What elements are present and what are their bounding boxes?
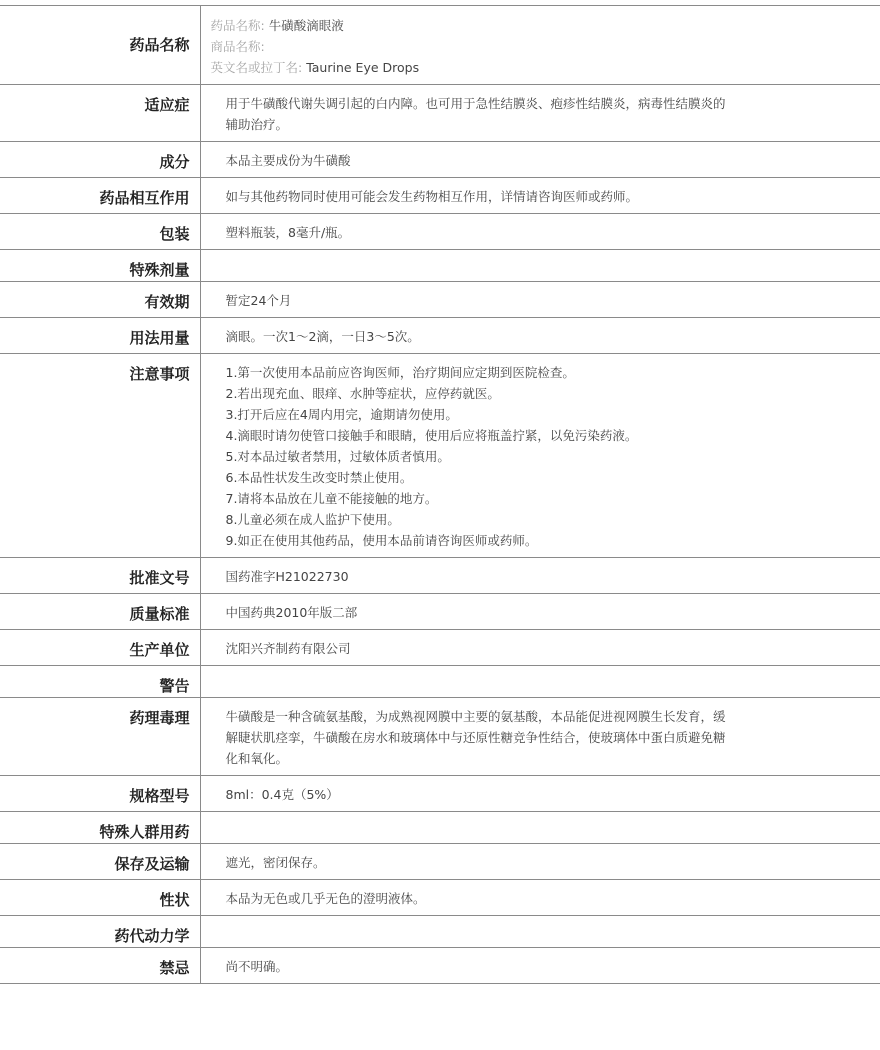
- value-line: 国药准字H21022730: [225, 569, 349, 584]
- row-value: [200, 776, 880, 812]
- row-value: [200, 698, 880, 776]
- row-label: 特殊剂量: [0, 250, 200, 282]
- spec-row: [0, 776, 880, 812]
- row-label: 有效期: [0, 282, 200, 318]
- row-value: [200, 354, 880, 558]
- row-value: [200, 250, 880, 282]
- value-line: 沈阳兴齐制药有限公司: [225, 641, 351, 656]
- value-line: 解睫状肌痉挛，牛磺酸在房水和玻璃体中与还原性糖竞争性结合，使玻璃体中蛋白质避免糖: [225, 730, 726, 745]
- value-line: 塑料瓶装，8毫升/瓶。: [225, 225, 351, 240]
- row-label: 质量标准: [0, 594, 200, 630]
- trade-name-label: 商品名称:: [210, 39, 265, 54]
- row-value: [200, 666, 880, 698]
- value-line: 7.请将本品放在儿童不能接触的地方。: [225, 491, 438, 506]
- row-label: 批准文号: [0, 558, 200, 594]
- spec-row: [0, 880, 880, 916]
- value-line: 化和氧化。: [225, 751, 289, 766]
- spec-row: [0, 698, 880, 776]
- spec-row: [0, 844, 880, 880]
- row-value: [200, 318, 880, 354]
- row-label: 用法用量: [0, 318, 200, 354]
- generic-name-value: 牛磺酸滴眼液: [268, 18, 344, 33]
- spec-row: [0, 250, 880, 282]
- generic-name-line: [211, 15, 801, 36]
- spec-row: [0, 594, 880, 630]
- row-value: [200, 948, 880, 984]
- spec-row: [0, 282, 880, 318]
- value-line: 2.若出现充血、眼痒、水肿等症状，应停药就医。: [225, 386, 500, 401]
- value-line: 8.儿童必须在成人监护下使用。: [225, 512, 400, 527]
- row-label: 警告: [0, 666, 200, 698]
- value-line: 1.第一次使用本品前应咨询医师，治疗期间应定期到医院检查。: [225, 365, 575, 380]
- value-line: 3.打开后应在4周内用完，逾期请勿使用。: [225, 407, 458, 422]
- row-label: 适应症: [0, 85, 200, 142]
- row-value: [200, 282, 880, 318]
- row-value: [200, 142, 880, 178]
- spec-row: [0, 318, 880, 354]
- spec-row: [0, 178, 880, 214]
- row-label: 注意事项: [0, 354, 200, 558]
- row-label: 成分: [0, 142, 200, 178]
- english-name-label: 英文名或拉丁名:: [210, 60, 303, 75]
- spec-row: [0, 354, 880, 558]
- value-line: 5.对本品过敏者禁用，过敏体质者慎用。: [225, 449, 450, 464]
- row-label: 药品相互作用: [0, 178, 200, 214]
- row-value: [200, 558, 880, 594]
- drug-name-cell: [200, 6, 880, 85]
- spec-row: [0, 85, 880, 142]
- spec-row: [0, 630, 880, 666]
- spec-row: [0, 142, 880, 178]
- row-label: 保存及运输: [0, 844, 200, 880]
- drug-spec-table: [0, 5, 880, 984]
- value-line: 本品为无色或几乎无色的澄明液体。: [225, 891, 426, 906]
- spec-row: [0, 558, 880, 594]
- value-line: 中国药典2010年版二部: [225, 605, 358, 620]
- spec-row-drug-name: [0, 6, 880, 85]
- row-label: 规格型号: [0, 776, 200, 812]
- value-line: 6.本品性状发生改变时禁止使用。: [225, 470, 413, 485]
- value-line: 用于牛磺酸代谢失调引起的白内障。也可用于急性结膜炎、疱疹性结膜炎，病毒性结膜炎的: [225, 96, 726, 111]
- row-label: 生产单位: [0, 630, 200, 666]
- generic-name-label: 药品名称:: [210, 18, 265, 33]
- row-value: [200, 844, 880, 880]
- value-line: 滴眼。一次1～2滴，一日3～5次。: [225, 329, 420, 344]
- english-name-line: [211, 57, 801, 78]
- spec-row: [0, 812, 880, 844]
- row-label: 禁忌: [0, 948, 200, 984]
- value-line: 本品主要成份为牛磺酸: [225, 153, 351, 168]
- row-value: [200, 880, 880, 916]
- row-value: [200, 812, 880, 844]
- value-line: 辅助治疗。: [225, 117, 289, 132]
- value-line: 8ml：0.4克（5%）: [225, 787, 339, 802]
- english-name-value: Taurine Eye Drops: [306, 60, 420, 75]
- row-value: [200, 916, 880, 948]
- value-line: 9.如正在使用其他药品，使用本品前请咨询医师或药师。: [225, 533, 538, 548]
- value-line: 尚不明确。: [225, 959, 289, 974]
- row-label: 药代动力学: [0, 916, 200, 948]
- value-line: 牛磺酸是一种含硫氨基酸，为成熟视网膜中主要的氨基酸，本品能促进视网膜生长发育，缓: [225, 709, 726, 724]
- row-label-drug-name: 药品名称: [0, 6, 200, 85]
- value-line: 遮光，密闭保存。: [225, 855, 326, 870]
- row-label: 特殊人群用药: [0, 812, 200, 844]
- value-line: 暂定24个月: [225, 293, 292, 308]
- row-value: [200, 178, 880, 214]
- spec-table-body: [0, 6, 880, 984]
- trade-name-line: [211, 36, 801, 57]
- spec-row: [0, 214, 880, 250]
- row-label: 包装: [0, 214, 200, 250]
- row-value: [200, 214, 880, 250]
- row-label: 性状: [0, 880, 200, 916]
- value-line: 如与其他药物同时使用可能会发生药物相互作用，详情请咨询医师或药师。: [225, 189, 639, 204]
- row-value: [200, 594, 880, 630]
- row-value: [200, 85, 880, 142]
- value-line: 4.滴眼时请勿使管口接触手和眼睛，使用后应将瓶盖拧紧，以免污染药液。: [225, 428, 638, 443]
- row-value: [200, 630, 880, 666]
- row-label: 药理毒理: [0, 698, 200, 776]
- spec-row: [0, 948, 880, 984]
- spec-row: [0, 916, 880, 948]
- spec-row: [0, 666, 880, 698]
